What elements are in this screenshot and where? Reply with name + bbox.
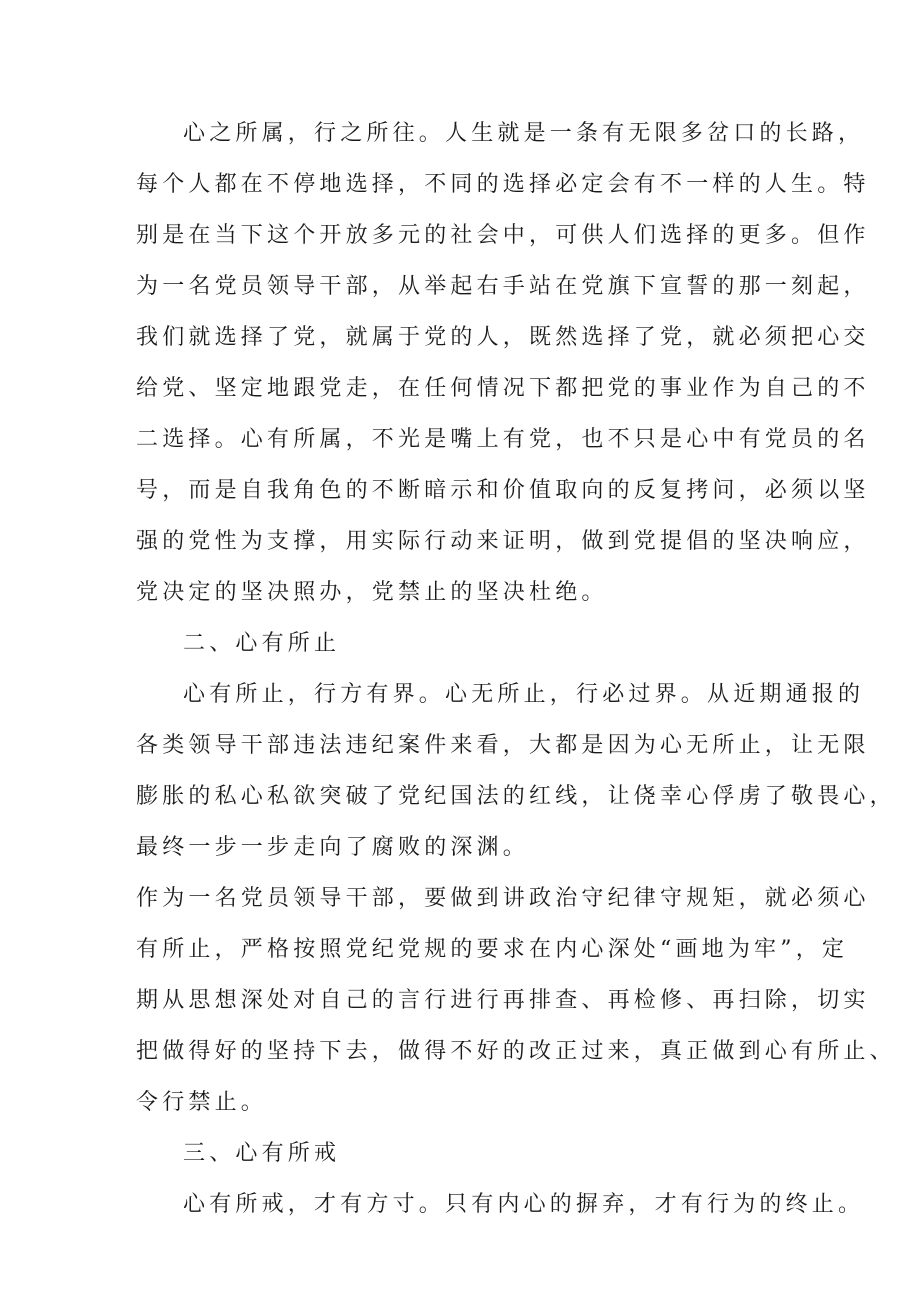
section-heading: 二、心有所止 — [183, 631, 341, 656]
paragraph-line: 号，而是自我角色的不断暗示和价值取向的反复拷问，必须以坚 — [136, 478, 870, 503]
paragraph-line: 强的党性为支撑，用实际行动来证明，做到党提倡的坚决响应， — [136, 529, 870, 554]
paragraph-line: 党决定的坚决照办，党禁止的坚决杜绝。 — [136, 580, 608, 605]
paragraph-line: 心之所属，行之所往。人生就是一条有无限多岔口的长路， — [183, 121, 865, 146]
paragraph-line: 令行禁止。 — [136, 1090, 268, 1115]
paragraph-line: 别是在当下这个开放多元的社会中，可供人们选择的更多。但作 — [136, 223, 870, 248]
paragraph-line: 为一名党员领导干部，从举起右手站在党旗下宣誓的那一刻起， — [136, 274, 870, 299]
paragraph-line: 期从思想深处对自己的言行进行再排查、再检修、再扫除，切实 — [136, 988, 870, 1013]
paragraph-line: 膨胀的私心私欲突破了党纪国法的红线，让侥幸心俘虏了敬畏心， — [136, 784, 896, 809]
paragraph-line: 每个人都在不停地选择，不同的选择必定会有不一样的人生。特 — [136, 172, 870, 197]
paragraph-line: 心有所止，行方有界。心无所止，行必过界。从近期通报的 — [183, 682, 865, 707]
paragraph-line: 作为一名党员领导干部，要做到讲政治守纪律守规矩，就必须心 — [136, 886, 870, 911]
paragraph-line: 有所止，严格按照党纪党规的要求在内心深处“画地为牢”，定 — [136, 937, 849, 962]
paragraph-line: 心有所戒，才有方寸。只有内心的摒弃，才有行为的终止。 — [183, 1192, 865, 1217]
paragraph-line: 各类领导干部违法违纪案件来看，大都是因为心无所止，让无限 — [136, 733, 870, 758]
paragraph-line: 我们就选择了党，就属于党的人，既然选择了党，就必须把心交 — [136, 325, 870, 350]
paragraph-line: 二选择。心有所属，不光是嘴上有党，也不只是心中有党员的名 — [136, 427, 870, 452]
paragraph-line: 最终一步一步走向了腐败的深渊。 — [136, 835, 530, 860]
section-heading: 三、心有所戒 — [183, 1141, 341, 1166]
paragraph-line: 给党、坚定地跟党走，在任何情况下都把党的事业作为自己的不 — [136, 376, 870, 401]
paragraph-line: 把做得好的坚持下去，做得不好的改正过来，真正做到心有所止、 — [136, 1039, 896, 1064]
